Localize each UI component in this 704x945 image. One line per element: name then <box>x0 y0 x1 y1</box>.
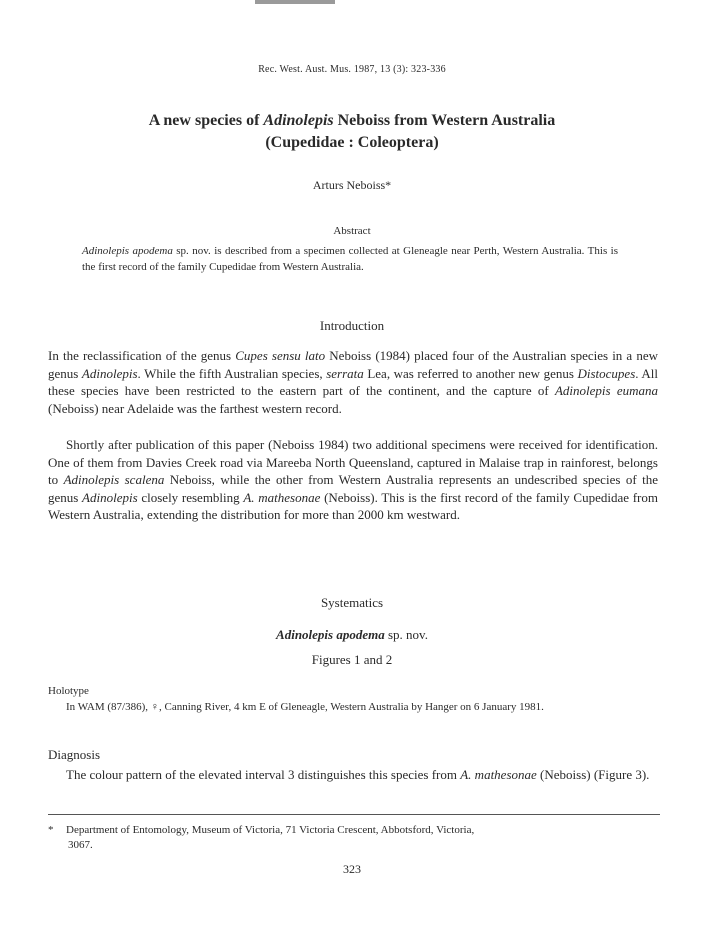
introduction-paragraph-1 <box>48 347 658 417</box>
systematics-heading: Systematics <box>320 595 384 610</box>
footnote-line-1: Department of Entomology, Museum of Victoria, 71 Victoria Crescent, Abbotsford, Victoria, <box>66 824 475 836</box>
text-run: Distocupes <box>577 365 636 381</box>
title-suffix: Neboiss from Western Australia <box>333 112 556 129</box>
footnote <box>48 823 660 853</box>
abstract-body: sp. nov. is described from a specimen collected at Gleneagle near Perth, Western Australia. This is the first record of the family Cupedidae from Western Australia. <box>82 245 618 273</box>
holotype-text: In WAM (87/386), ♀, Canning River, 4 km E of Gleneagle, Western Australia by Hanger on 6 January 1981. <box>66 701 544 713</box>
title-genus: Adinolepis <box>263 112 334 129</box>
footnote-line-2: 3067. <box>68 839 93 851</box>
diagnosis-text <box>48 766 658 784</box>
figures-reference: Figures 1 and 2 <box>311 652 393 667</box>
diagnosis-heading: Diagnosis <box>48 747 100 762</box>
text-run: . All these species have been restricted to the eastern part of the continent, and the capture of <box>48 365 658 399</box>
text-run: . While the fifth Australian species, <box>137 365 327 381</box>
text-run: Lea, was referred to another new genus <box>363 365 578 381</box>
species-heading <box>0 627 704 643</box>
author-name: Arturs Neboiss* <box>312 178 392 192</box>
species-name: Adinolepis apodema <box>276 627 385 642</box>
holotype-heading: Holotype <box>48 685 89 697</box>
text-run: In the reclassification of the genus <box>48 348 236 363</box>
text-run: (Neboiss). This is the first record of the family Cupedidae from Western Australia, extending the distribution for more than 2000 km westward. <box>48 489 658 523</box>
scan-top-mark <box>255 0 335 4</box>
title-prefix: A new species of <box>148 112 264 129</box>
text-run: scalena <box>124 472 165 488</box>
text-run: Neboiss (1984) placed four of the Australian species in a new genus <box>48 348 659 381</box>
text-run: (Neboiss) near Adelaide was the farthest western record. <box>48 400 342 416</box>
introduction-paragraph-2 <box>48 436 658 524</box>
abstract-species: Adinolepis apodema <box>82 245 173 257</box>
diagnosis-species: A. mathesonae <box>460 767 537 782</box>
article-title-line-1 <box>0 110 704 132</box>
text-run: eumana <box>616 383 658 399</box>
page-number: 323 <box>343 862 361 876</box>
text-run: serrata <box>326 365 364 381</box>
text-run: Neboiss, while the other from Western Australia represents an undescribed species of the genus <box>48 472 658 505</box>
text-run: A. mathesonae <box>243 489 321 505</box>
footnote-rule <box>48 814 660 815</box>
text-run: Adinolepis <box>554 383 611 399</box>
text-run: closely resembling <box>137 489 244 505</box>
text-run: Cupes sensu lato <box>235 348 326 363</box>
diagnosis-text-post: (Neboiss) (Figure 3). <box>536 767 650 782</box>
species-suffix: sp. nov. <box>384 627 428 642</box>
abstract-heading: Abstract <box>333 225 371 237</box>
introduction-heading: Introduction <box>319 318 385 333</box>
footnote-mark: * <box>48 824 54 836</box>
text-run: Adinolepis <box>63 472 120 488</box>
journal-reference: Rec. West. Aust. Mus. 1987, 13 (3): 323-336 <box>258 64 446 75</box>
text-run: Shortly after publication of this paper (Neboiss 1984) two additional specimens were received for identification. One of them from Davies Creek road via Mareeba North Queensland, captured in Malaise trap in rainforest, belongs to <box>48 437 658 488</box>
text-run: Adinolepis <box>82 489 138 505</box>
abstract-text <box>82 243 618 275</box>
article-title-line-2: (Cupedidae : Coleoptera) <box>265 134 439 151</box>
text-run: Adinolepis <box>81 365 138 381</box>
diagnosis-text-pre: The colour pattern of the elevated interval 3 distinguishes this species from <box>66 767 461 782</box>
